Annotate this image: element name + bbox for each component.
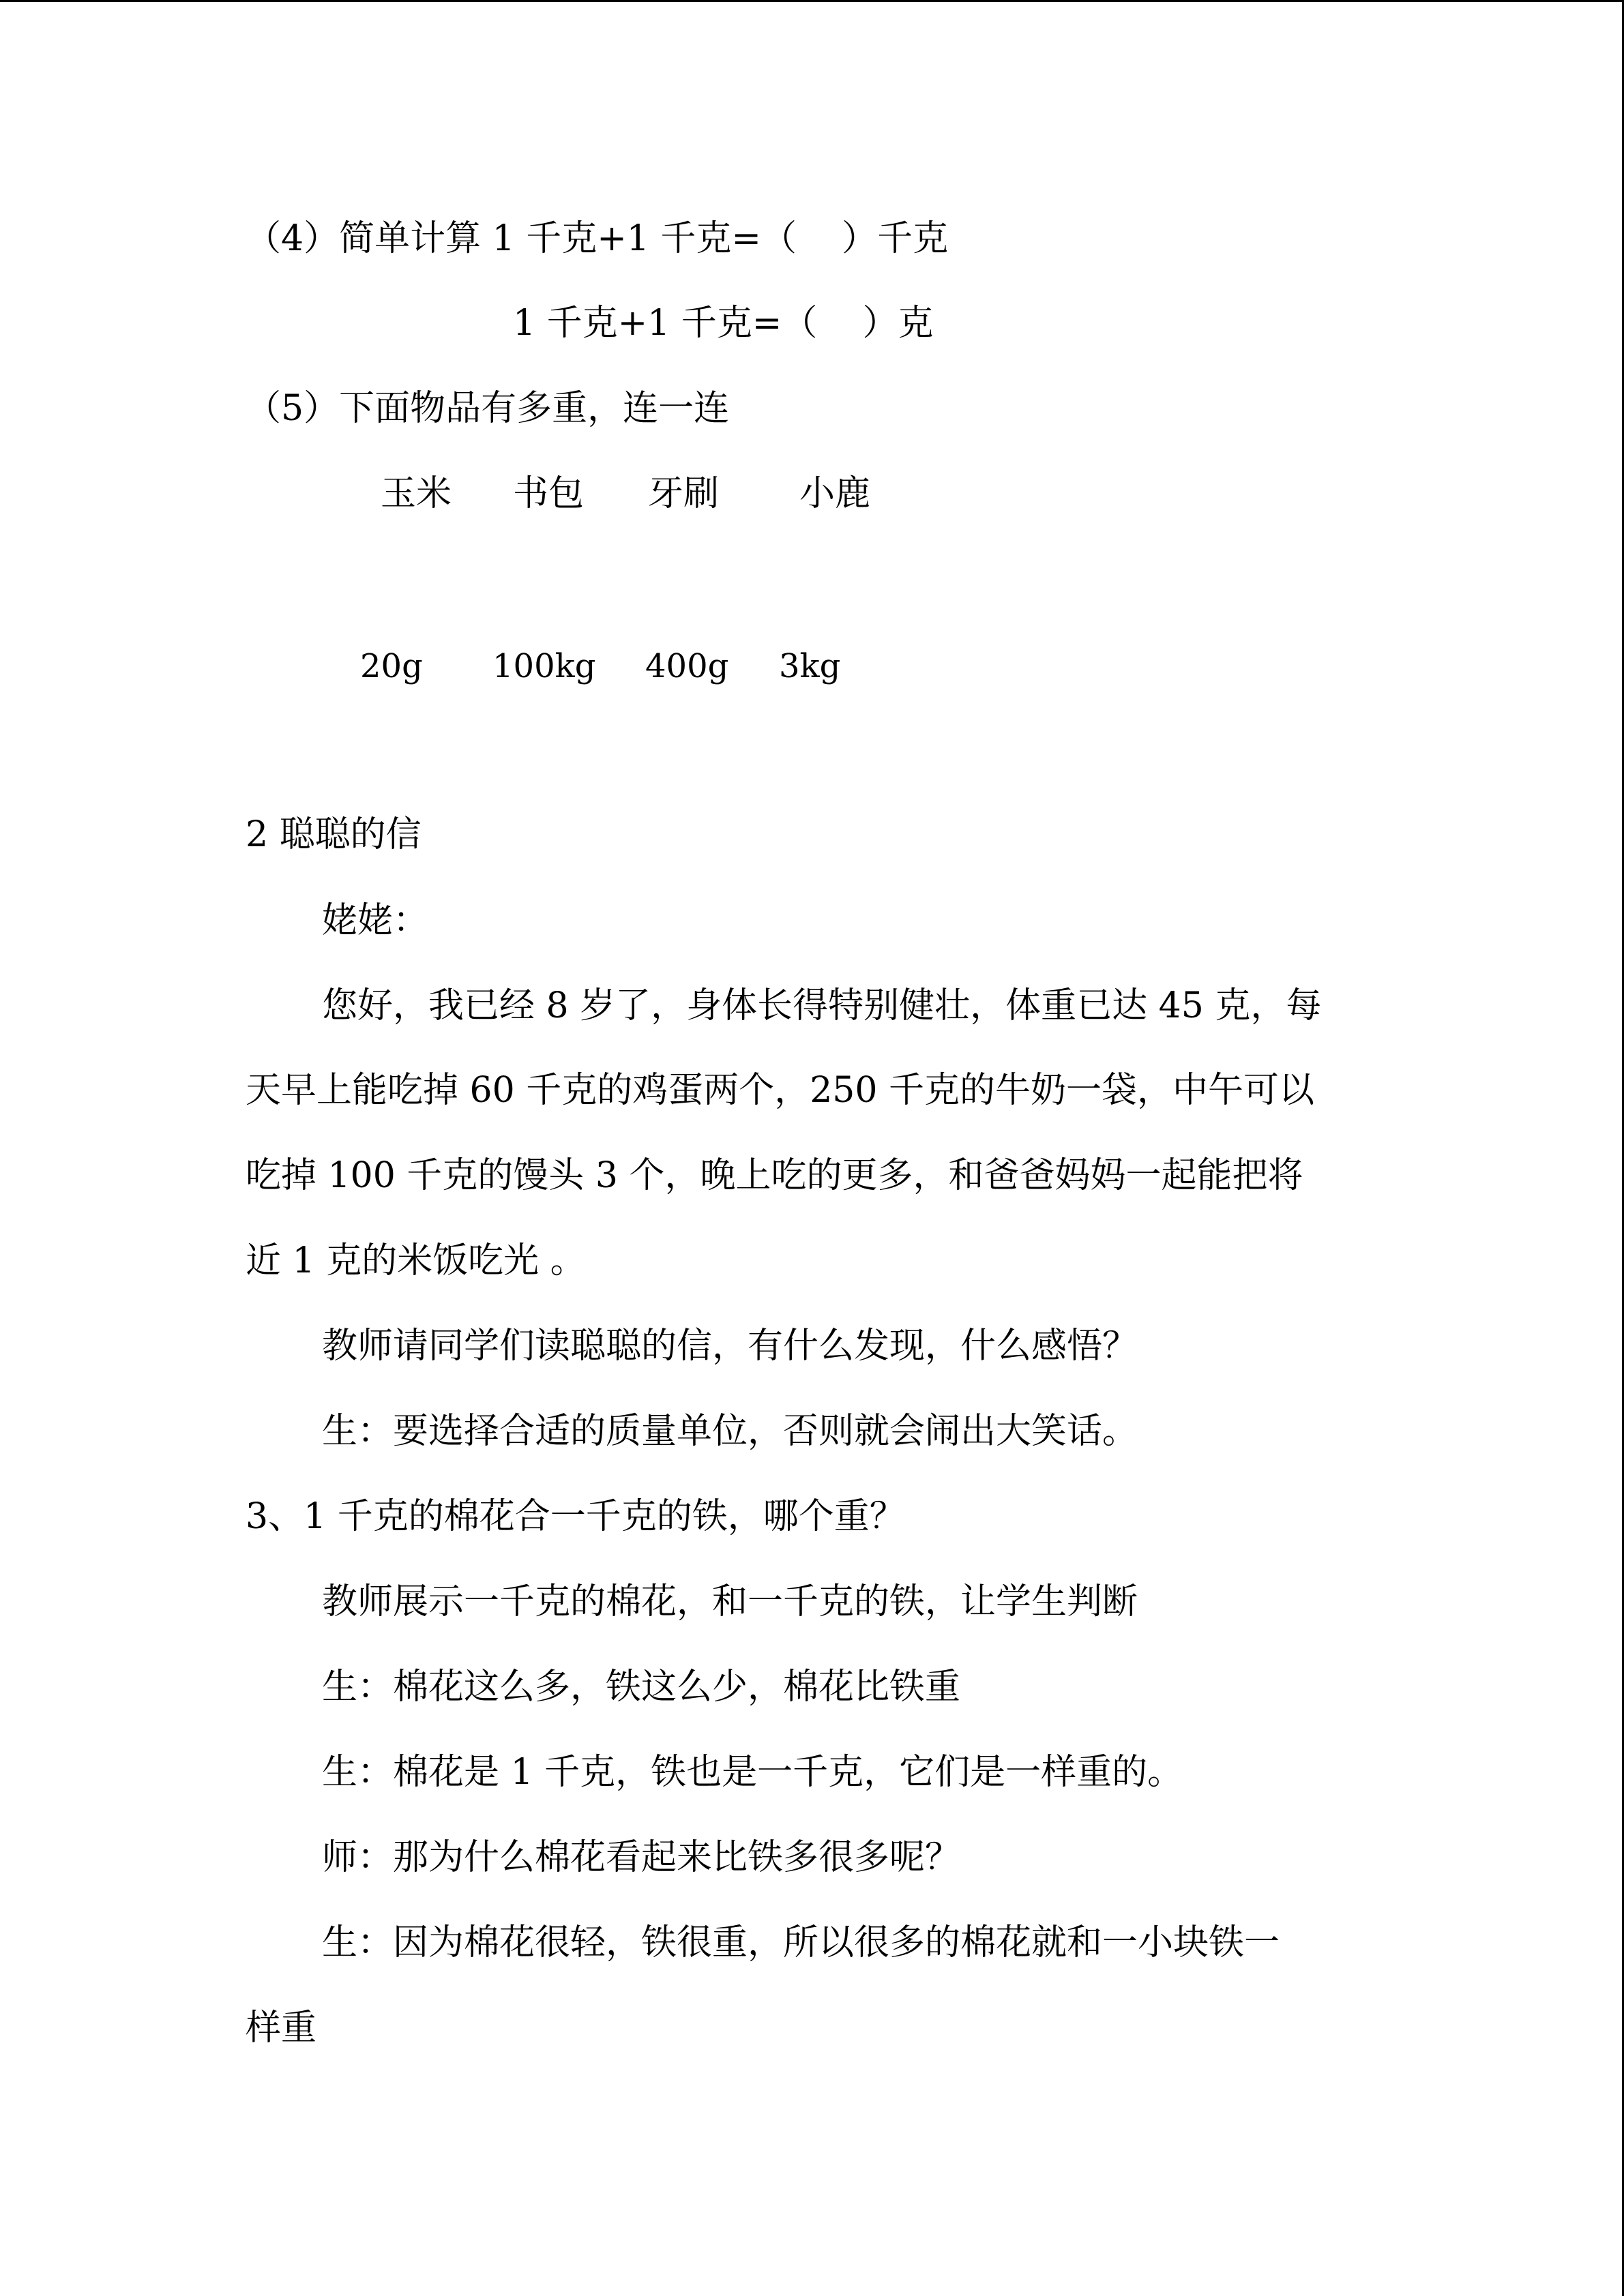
item-toothbrush: 牙刷 [648,473,720,514]
letter-salutation: 姥姥： [322,900,429,941]
letter-body-line: 吃掉 100 千克的馒头 3 个，晚上吃的更多，和爸爸妈妈一起能把将 [246,1155,1303,1196]
letter-body-line: 您好，我已经 8 岁了，身体长得特别健壮，体重已达 45 克，每 [322,985,1322,1026]
section-heading-cotton-iron: 3、1 千克的棉花合一千克的铁，哪个重？ [246,1496,905,1537]
letter-body-line: 天早上能吃掉 60 千克的鸡蛋两个，250 千克的牛奶一袋，中午可以 [246,1070,1315,1111]
student-answer-continued: 样重 [246,2008,317,2048]
teacher-prompt: 教师请同学们读聪聪的信，有什么发现，什么感悟？ [322,1326,1138,1367]
weight-option: 100kg [492,647,596,685]
student-answer: 生：因为棉花很轻，铁很重，所以很多的棉花就和一小块铁一 [322,1922,1280,1963]
section-heading-letter: 2 聪聪的信 [246,814,422,855]
teacher-demo: 教师展示一千克的棉花，和一千克的铁，让学生判断 [322,1581,1138,1622]
question-5-prompt: （5）下面物品有多重，连一连 [246,388,730,429]
page-border-top [0,0,1624,2]
weight-option: 3kg [779,647,841,685]
student-answer: 生：棉花是 1 千克，铁也是一千克，它们是一样重的。 [322,1752,1183,1793]
item-corn: 玉米 [381,473,452,514]
letter-body-line: 近 1 克的米饭吃光 。 [246,1240,586,1281]
teacher-question: 师：那为什么棉花看起来比铁多很多呢？ [322,1837,961,1878]
weight-option: 400g [645,647,729,685]
item-schoolbag: 书包 [513,473,585,514]
question-4-line-1: （4）简单计算 1 千克+1 千克=（ ）千克 [246,218,949,259]
student-answer: 生：要选择合适的质量单位，否则就会闹出大笑话。 [322,1411,1138,1452]
item-fawn: 小鹿 [799,473,871,514]
student-answer: 生：棉花这么多，铁这么少，棉花比铁重 [322,1667,961,1708]
question-4-line-2: 1 千克+1 千克=（ ）克 [513,303,934,344]
weight-option: 20g [360,647,423,685]
